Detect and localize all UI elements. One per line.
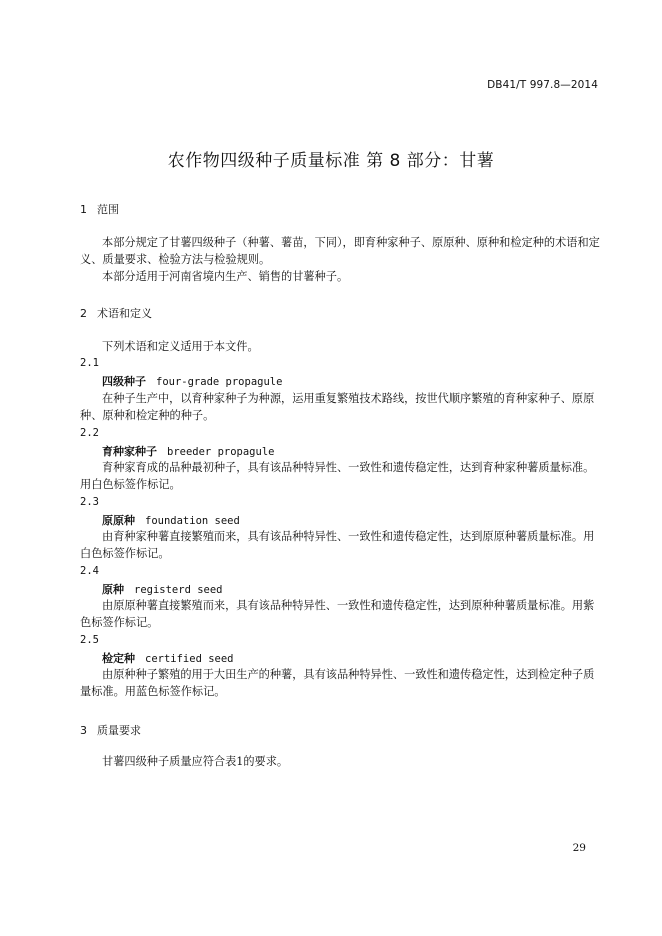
term-heading [102,650,234,666]
clause-number: 2.5 [80,634,99,646]
term-definition: 由原原种薯直接繁殖而来，具有该品种特异性、一致性和遗传稳定性，达到原种种薯质量标准。用紫色标签作标记。 [80,599,595,629]
clause-number: 2.4 [80,565,99,577]
clause-number: 2.1 [80,357,99,369]
page-number: 29 [572,842,586,854]
term-definition: 育种家育成的品种最初种子，具有该品种特异性、一致性和遗传稳定性，达到育种家种薯质量标准。用白色标签作标记。 [80,461,595,491]
term-heading [102,512,240,528]
term-heading [102,373,282,389]
document-title: 农作物四级种子质量标准 第 8 部分：甘薯 [167,151,495,171]
term-english: foundation seed [145,515,240,527]
term-english: registerd seed [134,584,223,596]
section-1-title: 范围 [97,203,119,216]
section-1-heading [80,201,119,217]
term-english: breeder propagule [167,446,275,458]
document-code: DB41/T 997.8—2014 [487,79,598,91]
term-english: four-grade propagule [156,376,283,388]
scope-paragraph-2: 本部分适用于河南省境内生产、销售的甘薯种子。 [102,270,349,283]
quality-paragraph: 甘薯四级种子质量应符合表1的要求。 [102,755,289,768]
section-1-number: 1 [80,203,87,216]
term-english: certified seed [145,653,234,665]
section-3-heading [80,722,141,738]
term-chinese: 原原种 [102,514,135,527]
term-chinese: 原种 [102,583,124,596]
section-3-number: 3 [80,724,87,737]
clause-number: 2.3 [80,496,99,508]
term-definition: 由育种家种薯直接繁殖而来，具有该品种特异性、一致性和遗传稳定性，达到原原种薯质量标准。用白色标签作标记。 [80,530,595,560]
scope-paragraph-1: 本部分规定了甘薯四级种子（种薯、薯苗，下同），即育种家种子、原原种、原种和检定种的术语和定义、质量要求、检验方法与检验规则。 [80,236,600,266]
clause-number: 2.2 [80,427,99,439]
term-chinese: 四级种子 [102,375,146,388]
terms-intro: 下列术语和定义适用于本文件。 [102,340,259,353]
section-3-title: 质量要求 [97,724,141,737]
section-2-title: 术语和定义 [97,307,152,320]
section-2-heading [80,305,152,321]
term-heading [102,581,223,597]
term-chinese: 检定种 [102,652,135,665]
term-chinese: 育种家种子 [102,445,157,458]
term-definition: 在种子生产中，以育种家种子为种源，运用重复繁殖技术路线，按世代顺序繁殖的育种家种子、原原种、原种和检定种的种子。 [80,392,595,422]
section-2-number: 2 [80,307,87,320]
term-definition: 由原种种子繁殖的用于大田生产的种薯，具有该品种特异性、一致性和遗传稳定性，达到检定种子质量标准。用蓝色标签作标记。 [80,668,595,698]
term-heading [102,443,274,459]
